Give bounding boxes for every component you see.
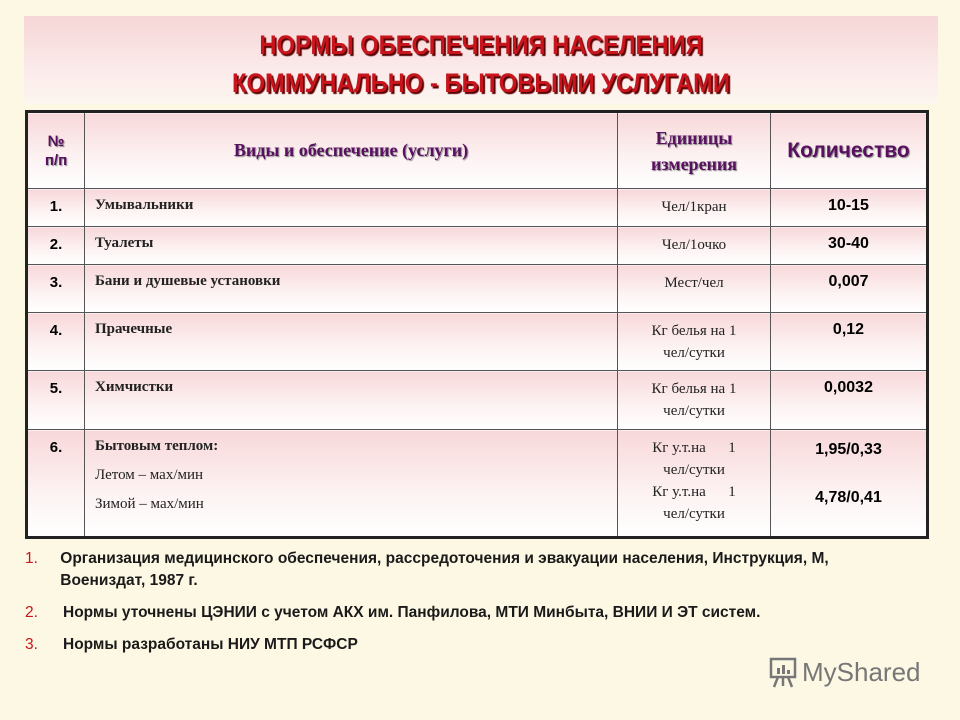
row-name-summer: Летом – мах/мин	[95, 467, 204, 483]
row-unit2: чел/сутки	[663, 462, 725, 478]
header-unit2: измерения	[650, 153, 738, 174]
row-num: 2.	[27, 227, 85, 265]
note-item	[25, 602, 905, 624]
table-row	[27, 265, 928, 313]
watermark-text: MyShared	[802, 656, 921, 687]
row-qty: 0,007	[771, 265, 928, 313]
note-text: Нормы уточнены ЦЭНИИ с учетом АКХ им. Панфилова, МТИ Минбыта, ВНИИ И ЭТ систем.	[63, 604, 761, 621]
row-qty-winter: 4,78/0,41	[815, 489, 882, 506]
row-qty: 0,0032	[771, 371, 928, 430]
note-text: Организация медицинского обеспечения, рассредоточения и эвакуации населения, Инструкция, М, Воениздат, 1987 г.	[60, 550, 829, 589]
presentation-board-icon	[768, 656, 798, 688]
header-num: №	[47, 132, 65, 150]
norms-table	[25, 110, 929, 539]
row-qty: 30-40	[771, 227, 928, 265]
row-num: 5.	[27, 371, 85, 430]
note-item	[25, 634, 905, 656]
row-name: Химчистки	[85, 371, 618, 430]
title-line-1: НОРМЫ ОБЕСПЕЧЕНИЯ НАСЕЛЕНИЯ	[259, 30, 703, 60]
myshared-watermark	[768, 656, 921, 688]
row-unit: Кг белья на 1	[651, 323, 737, 339]
header-unit: Единицы	[655, 127, 733, 148]
row-unit: Кг у.т.на 1	[652, 440, 736, 456]
row-unit4: чел/сутки	[663, 506, 725, 522]
note-number: 2.	[25, 604, 38, 621]
row-num: 3.	[27, 265, 85, 313]
table-header	[27, 112, 928, 189]
note-number: 1.	[25, 550, 38, 567]
row-unit2: чел/сутки	[663, 345, 725, 361]
row-num: 1.	[27, 189, 85, 227]
notes-list	[25, 548, 905, 666]
row-qty: 10-15	[771, 189, 928, 227]
row-name: Умывальники	[85, 189, 618, 227]
row-name: Прачечные	[85, 313, 618, 371]
row-unit2: чел/сутки	[663, 403, 725, 419]
note-text: Нормы разработаны НИУ МТП РСФСР	[63, 636, 358, 653]
row-num: 4.	[27, 313, 85, 371]
row-qty-summer: 1,95/0,33	[815, 441, 882, 458]
row-unit: Чел/1очко	[618, 227, 771, 265]
table-row	[27, 313, 928, 371]
table-row	[27, 227, 928, 265]
table-row	[27, 430, 928, 538]
note-item	[25, 548, 905, 592]
table-row	[27, 189, 928, 227]
row-name-winter: Зимой – мах/мин	[95, 496, 204, 512]
header-num2: п/п	[44, 151, 68, 169]
row-unit: Чел/1кран	[618, 189, 771, 227]
row-unit: Мест/чел	[618, 265, 771, 313]
table-row	[27, 371, 928, 430]
row-name: Бытовым теплом:	[95, 438, 219, 454]
title-band	[24, 16, 938, 104]
row-unit: Кг белья на 1	[651, 381, 737, 397]
row-name: Туалеты	[85, 227, 618, 265]
row-qty: 0,12	[771, 313, 928, 371]
header-qty: Количество	[771, 112, 928, 189]
row-name: Бани и душевые установки	[85, 265, 618, 313]
note-number: 3.	[25, 636, 38, 653]
row-unit3: Кг у.т.на 1	[652, 484, 736, 500]
row-num: 6.	[27, 430, 85, 538]
title-line-2: КОММУНАЛЬНО - БЫТОВЫМИ УСЛУГАМИ	[232, 68, 730, 98]
header-type: Виды и обеспечение (услуги)	[85, 112, 618, 189]
